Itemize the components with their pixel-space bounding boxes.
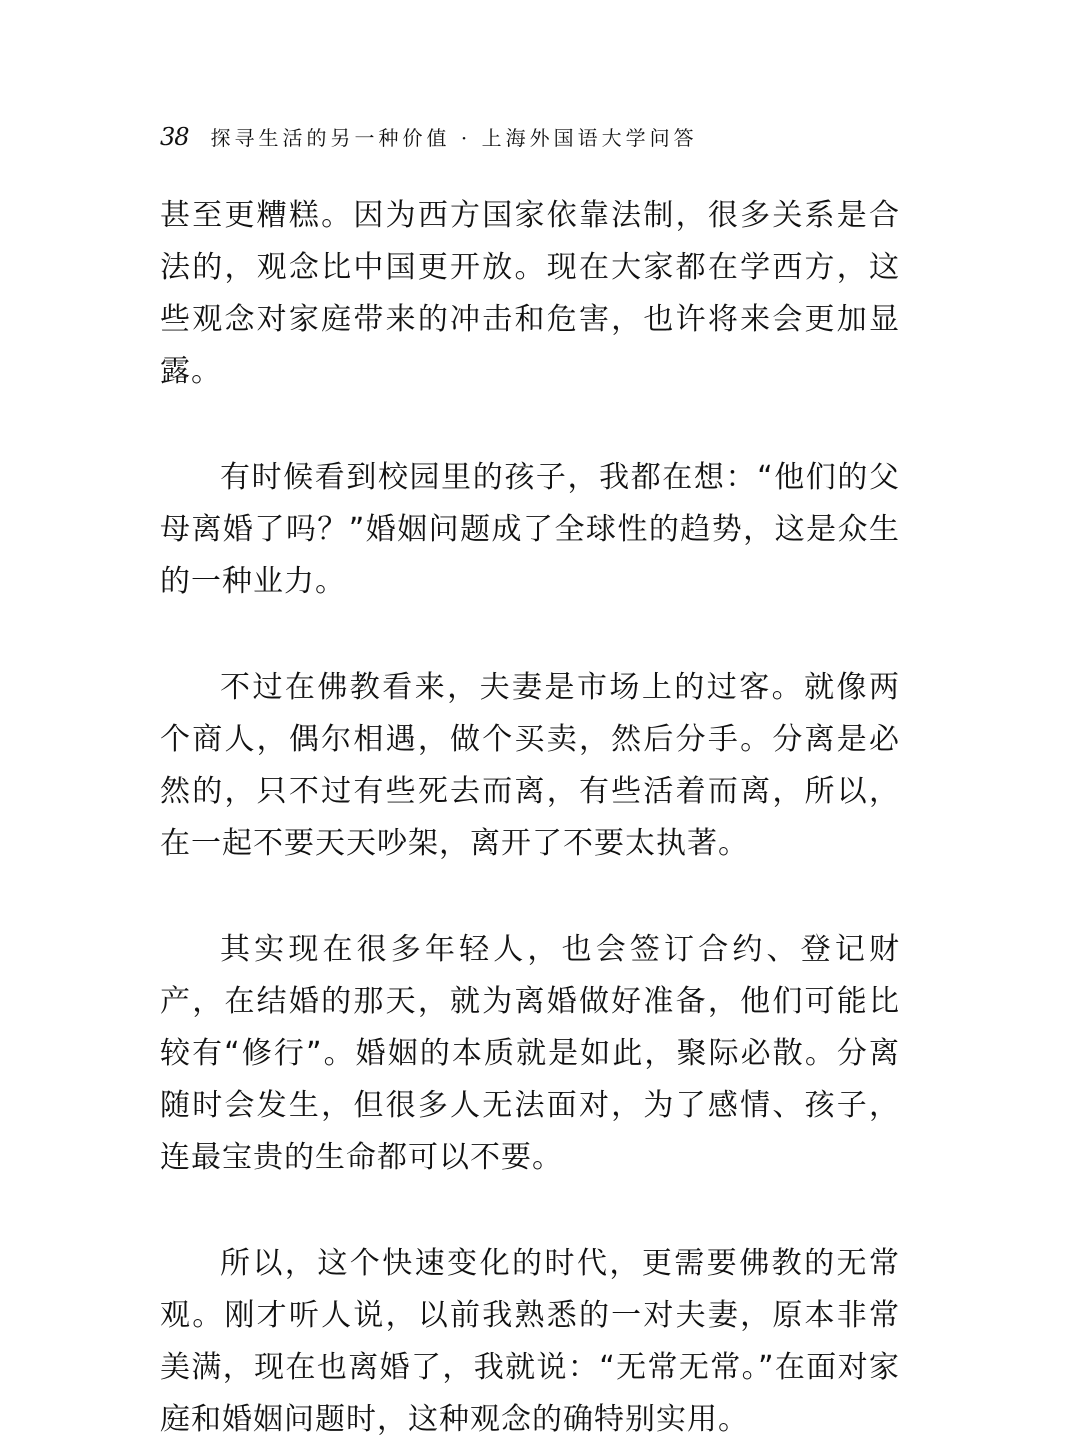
- paragraph-continuation: 甚至更糟糕。因为西方国家依靠法制，很多关系是合法的，观念比中国更开放。现在大家都在学西方，这些观念对家庭带来的冲击和危害，也许将来会更加显露。: [160, 198, 900, 389]
- paragraph: 不过在佛教看来，夫妻是市场上的过客。就像两个商人，偶尔相遇，做个买卖，然后分手。分离是必然的，只不过有些死去而离，有些活着而离，所以，在一起不要天天吵架，离开了不要太执著。: [160, 670, 900, 861]
- paragraph: 其实现在很多年轻人，也会签订合约、登记财产，在结婚的那天，就为离婚做好准备，他们可能比较有“修行”。婚姻的本质就是如此，聚际必散。分离随时会发生，但很多人无法面对，为了感情、孩子，连最宝贵的生命都可以不要。: [160, 932, 900, 1175]
- running-header: [160, 122, 698, 158]
- page-number: 38: [160, 123, 189, 151]
- paragraph: 所以，这个快速变化的时代，更需要佛教的无常观。刚才听人说，以前我熟悉的一对夫妻，原本非常美满，现在也离婚了，我就说：“无常无常。”在面对家庭和婚姻问题时，这种观念的确特别实用。: [160, 1246, 900, 1437]
- body-text: [160, 190, 900, 1446]
- book-title: 探寻生活的另一种价值 · 上海外国语大学问答: [210, 126, 698, 150]
- paragraph: 有时候看到校园里的孩子，我都在想：“他们的父母离婚了吗？”婚姻问题成了全球性的趋势，这是众生的一种业力。: [160, 460, 900, 599]
